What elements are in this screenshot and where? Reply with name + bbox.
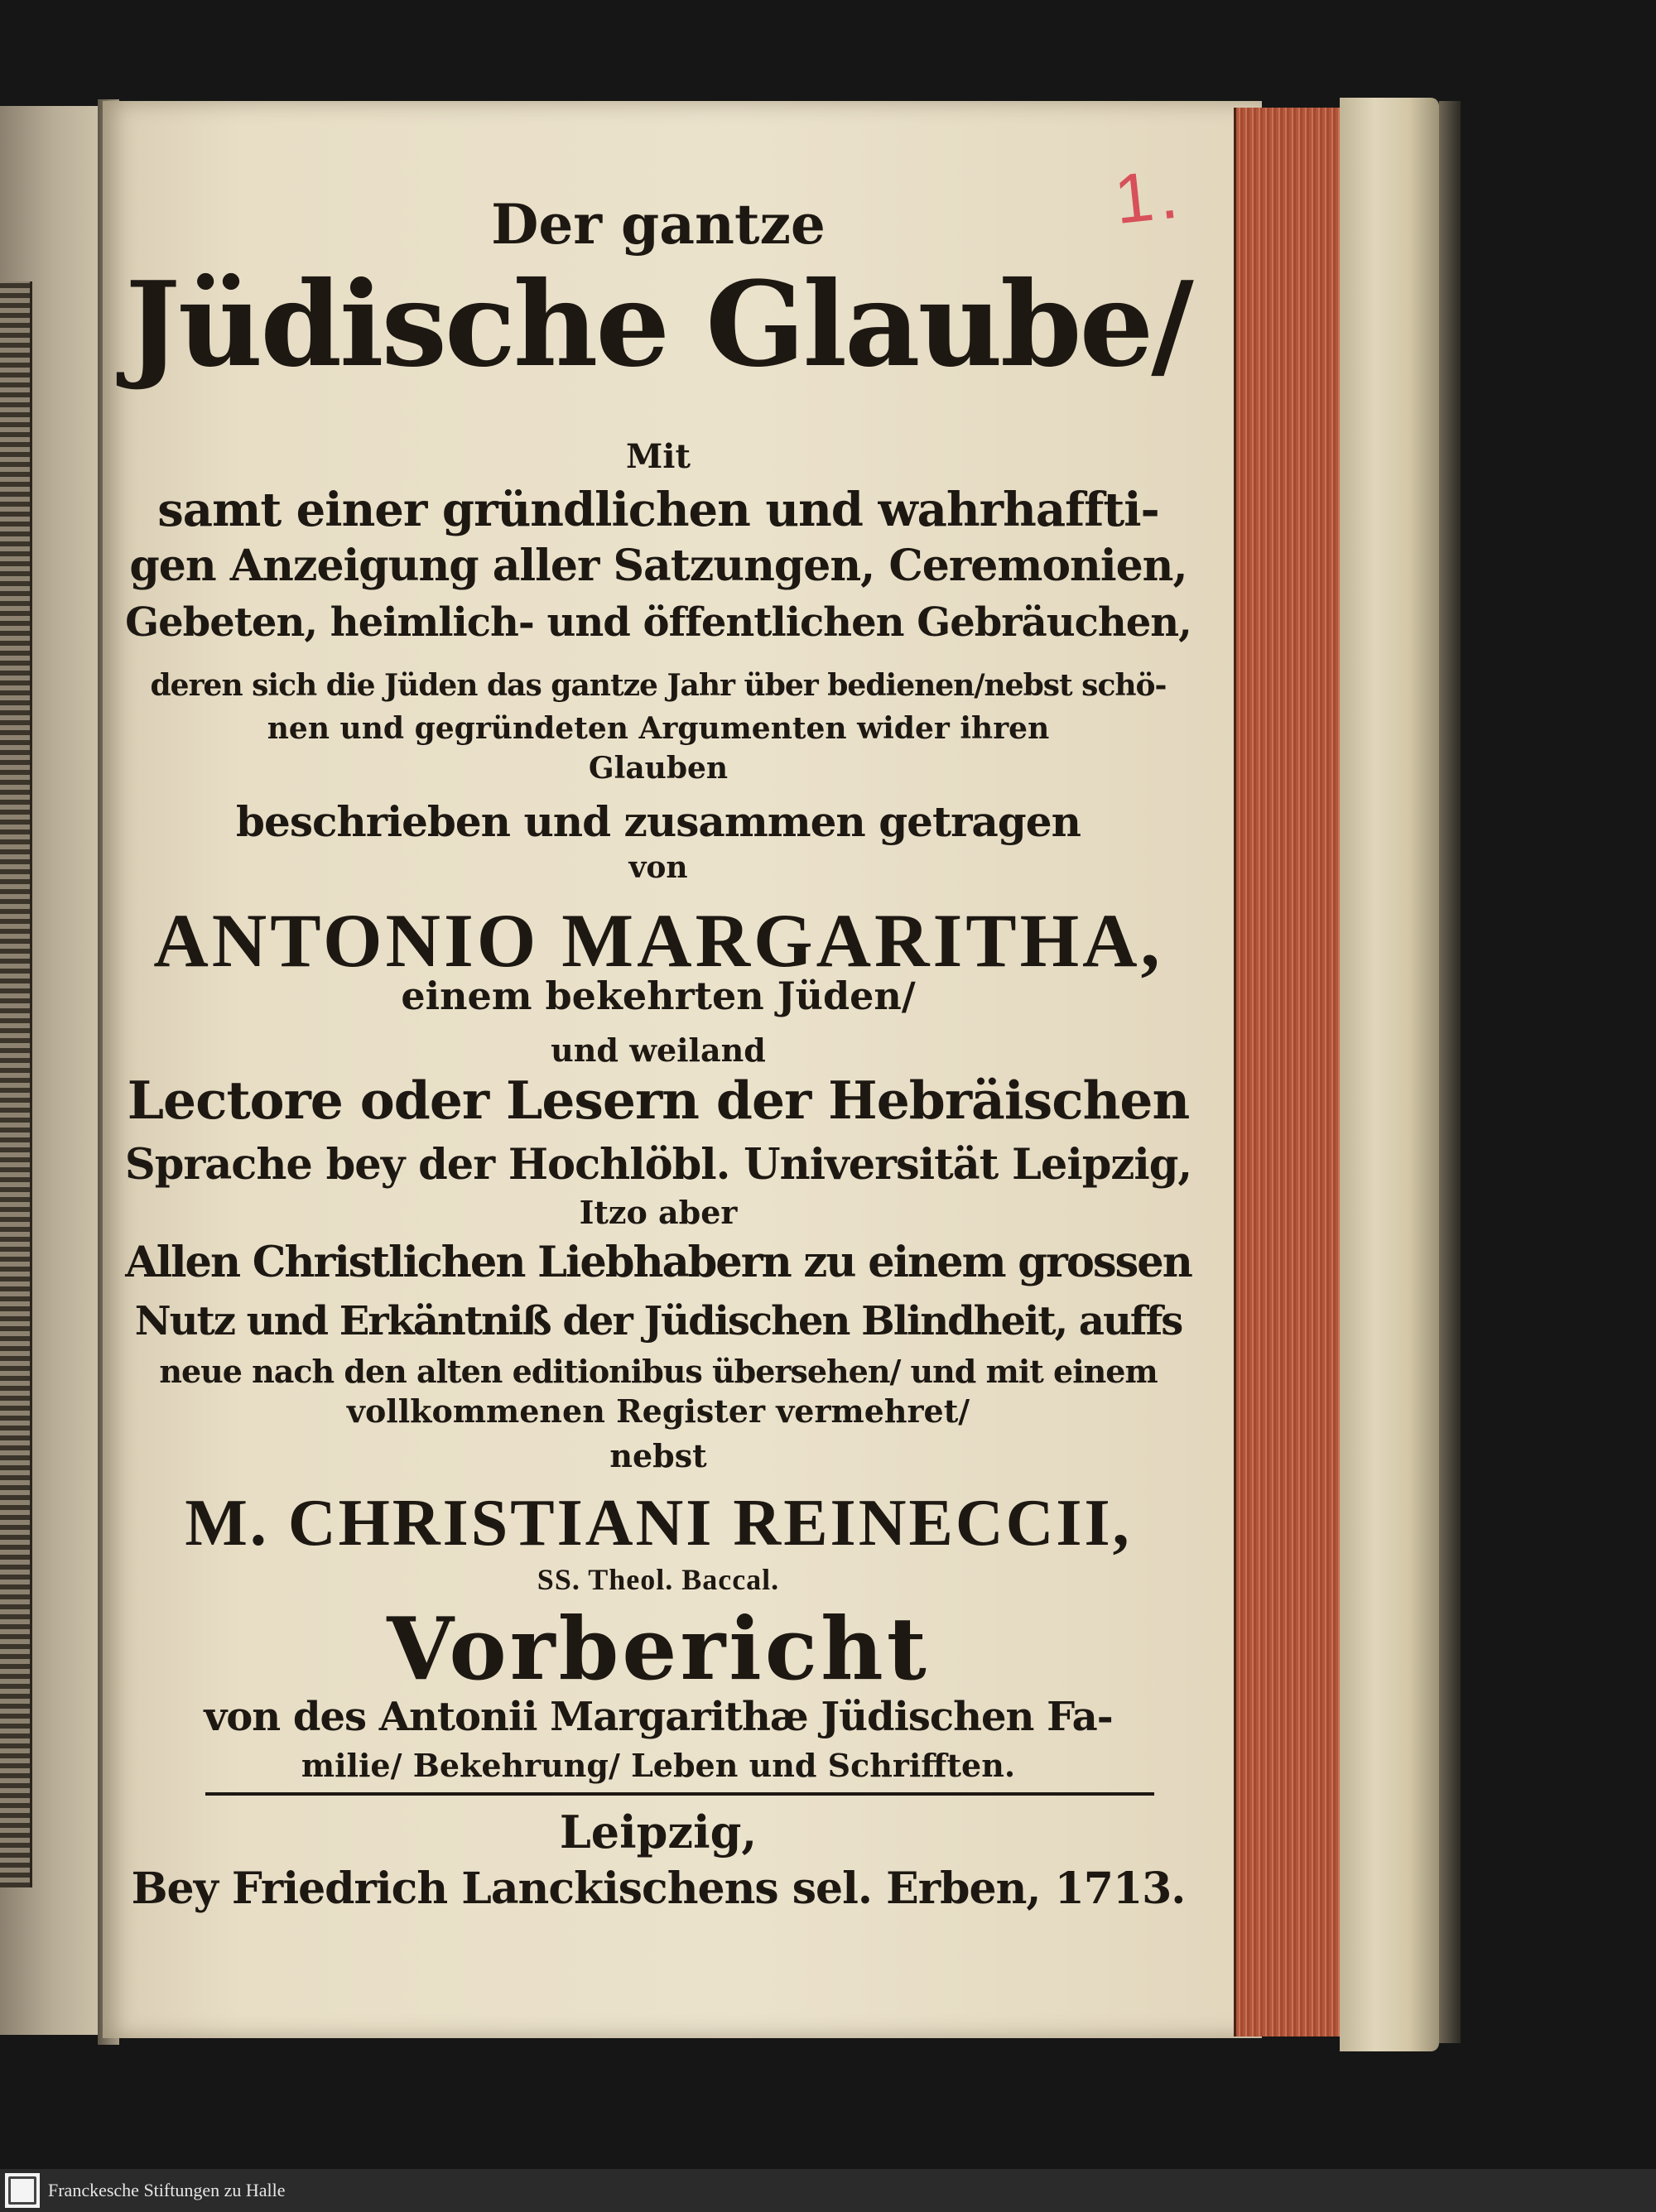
author-description: einem bekehrten Jüden/: [401, 974, 916, 1018]
cover-rim: [1439, 101, 1461, 2043]
page-block-edges: [1234, 108, 1342, 2036]
preface-degree: SS. Theol. Baccal.: [537, 1563, 780, 1596]
subtitle-line: samt einer gründlichen und wahrhaffti-: [157, 483, 1159, 537]
edition-line: Allen Christlichen Liebhabern zu einem grossen: [125, 1238, 1191, 1287]
subtitle-line: Gebeten, heimlich- und öffentlichen Gebräuchen,: [125, 599, 1191, 646]
title-line-1: Der gantze: [491, 192, 826, 257]
subtitle-line: Glauben: [588, 751, 729, 786]
von-line: von: [628, 850, 688, 885]
nebst-line: nebst: [609, 1437, 707, 1474]
subtitle-line: nen und gegründeten Argumenten wider ihren: [267, 711, 1050, 746]
imprint-publisher: Bey Friedrich Lanckischens sel. Erben, 1713.: [131, 1863, 1186, 1914]
cover-board: [1340, 98, 1439, 2051]
shelfmark: 1.: [1110, 153, 1187, 239]
author-name: ANTONIO MARGARITHA,: [153, 898, 1163, 983]
subtitle-line: deren sich die Jüden das gantze Jahr über bedienen/nebst schö-: [150, 668, 1167, 703]
imprint-place: Leipzig,: [559, 1806, 758, 1859]
author-lector: Lectore oder Lesern der Hebräischen: [127, 1070, 1190, 1131]
author-weiland: und weiland: [551, 1031, 766, 1069]
subtitle-line: gen Anzeigung aller Satzungen, Ceremonien,: [129, 541, 1187, 591]
preface-author: M. CHRISTIANI REINECCII,: [185, 1487, 1132, 1560]
described-line: beschrieben und zusammen getragen: [236, 797, 1081, 846]
title-line-2: Jüdische Glaube/: [125, 257, 1191, 393]
preface-heading: Vorbericht: [387, 1598, 930, 1700]
author-university: Sprache bey der Hochlöbl. Universität Leipzig,: [124, 1140, 1192, 1190]
edition-line: neue nach den alten editionibus übersehen/ und mit einem: [159, 1353, 1158, 1390]
frontispiece-engraving-edge: [0, 281, 32, 1887]
edition-line: Nutz und Erkäntniß der Jüdischen Blindheit, auffs: [134, 1298, 1182, 1344]
subtitle-mit: Mit: [626, 437, 691, 476]
itzo-line: Itzo aber: [579, 1194, 738, 1231]
institution-name: Franckesche Stiftungen zu Halle: [48, 2180, 286, 2200]
preface-line-2: milie/ Bekehrung/ Leben und Schrifften.: [301, 1747, 1016, 1784]
imprint-rule: [205, 1792, 1154, 1796]
footer-bar: [0, 2169, 1656, 2212]
edition-line: vollkommenen Register vermehret/: [346, 1392, 970, 1430]
institution-logo-icon: [5, 2173, 40, 2208]
preface-line-1: von des Antonii Margarithæ Jüdischen Fa-: [204, 1694, 1113, 1740]
